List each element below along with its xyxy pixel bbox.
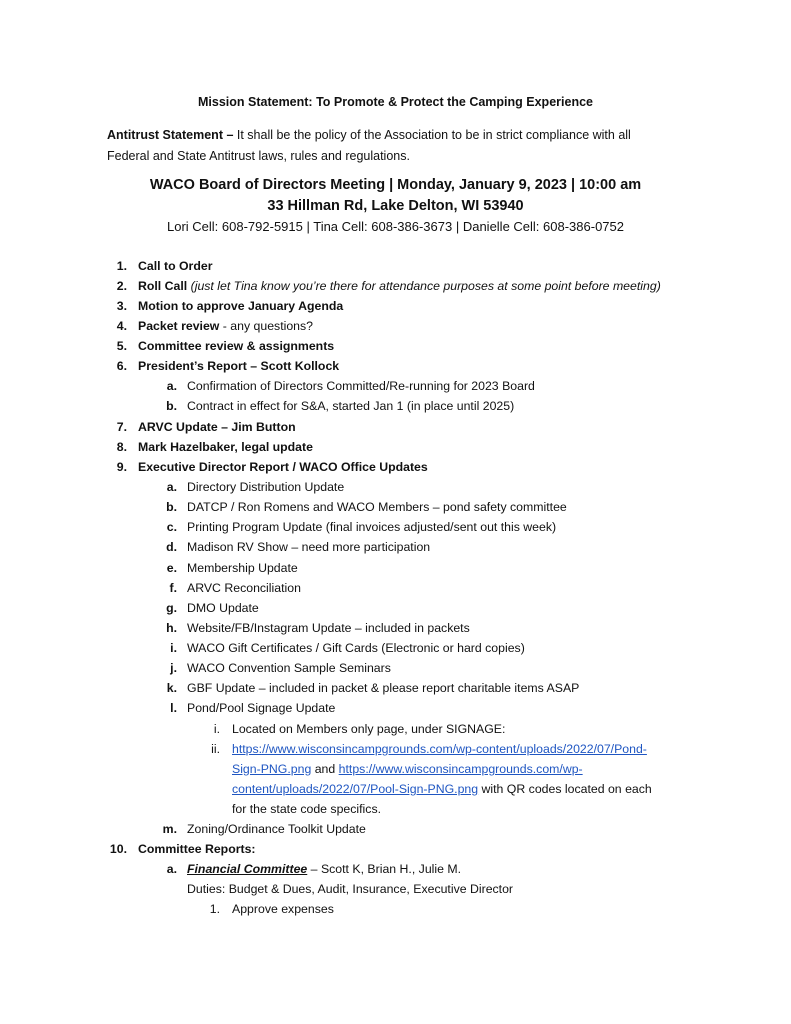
item-text: Executive Director Report / WACO Office Updates <box>138 460 428 474</box>
item-text: Madison RV Show – need more participation <box>187 540 431 554</box>
item-number: 10. <box>109 842 127 856</box>
item-text: Located on Members only page, under SIGNAGE: <box>232 722 506 736</box>
antitrust-statement <box>107 125 707 167</box>
item-text: Mark Hazelbaker, legal update <box>138 440 313 454</box>
item-letter: l. <box>170 701 177 715</box>
item-text: Call to Order <box>138 259 213 273</box>
committee-members: – Scott K, Brian H., Julie M. <box>307 862 462 876</box>
item-letter: i. <box>170 641 177 655</box>
item-text: Contract in effect for S&A, started Jan 1 (in place until 2025) <box>187 399 515 413</box>
antitrust-line-2: Federal and State Antitrust laws, rules and regulations. <box>107 149 410 163</box>
duties-text: Duties: Budget & Dues, Audit, Insurance, Executive Director <box>187 882 514 896</box>
item-text: DMO Update <box>187 601 259 615</box>
item-letter: j. <box>170 661 177 675</box>
item-text: WACO Gift Certificates / Gift Cards (Electronic or hard copies) <box>187 641 525 655</box>
item-number: 4. <box>116 319 127 333</box>
pond-sign-link[interactable]: https://www.wisconsincampgrounds.com/wp-content/uploads/2022/07/Pond- <box>232 742 647 756</box>
item-letter: a. <box>166 480 177 494</box>
item-letter: h. <box>166 621 177 635</box>
mission-statement: Mission Statement: To Promote & Protect the Camping Experience <box>198 95 593 109</box>
item-text: DATCP / Ron Romens and WACO Members – pond safety committee <box>187 500 567 514</box>
item-text: WACO Convention Sample Seminars <box>187 661 391 675</box>
item-text: for the state code specifics. <box>232 802 382 816</box>
item-text: GBF Update – included in packet & please report charitable items ASAP <box>187 681 580 695</box>
item-number: 1. <box>209 902 220 916</box>
meeting-phones: Lori Cell: 608-792-5915 | Tina Cell: 608-386-3673 | Danielle Cell: 608-386-0752 <box>167 219 624 234</box>
item-text: Approve expenses <box>232 902 334 916</box>
item-text: Committee Reports: <box>138 842 256 856</box>
committee-name: Financial Committee <box>187 862 308 876</box>
item-text: Committee review & assignments <box>138 339 335 353</box>
item-letter: d. <box>166 540 177 554</box>
item-roman: ii. <box>211 742 220 756</box>
item-number: 7. <box>116 420 127 434</box>
item-text: Directory Distribution Update <box>187 480 345 494</box>
item-text: Website/FB/Instagram Update – included in packets <box>187 621 470 635</box>
item-text: President’s Report – Scott Kollock <box>138 359 340 373</box>
pool-sign-link-cont[interactable]: content/uploads/2022/07/Pool-Sign-PNG.png <box>232 782 479 796</box>
item-number: 8. <box>116 440 127 454</box>
item-text: ARVC Update – Jim Button <box>138 420 296 434</box>
link-rest: with QR codes located on each <box>478 782 652 796</box>
item-letter: e. <box>166 561 177 575</box>
item-text: Motion to approve January Agenda <box>138 299 344 313</box>
item-letter: g. <box>166 601 177 615</box>
item-letter: m. <box>162 822 177 836</box>
item-note: (just let Tina know you’re there for attendance purposes at some point before meeting) <box>187 279 661 293</box>
antitrust-line-1: It shall be the policy of the Association to be in strict compliance with all <box>233 128 631 142</box>
item-text: Printing Program Update (final invoices adjusted/sent out this week) <box>187 520 557 534</box>
item-letter: a. <box>166 379 177 393</box>
item-number: 1. <box>116 259 127 273</box>
item-letter: b. <box>166 399 177 413</box>
item-number: 6. <box>116 359 127 373</box>
antitrust-label: Antitrust Statement – <box>107 128 234 142</box>
item-letter: a. <box>166 862 177 876</box>
item-text: Packet review <box>138 319 220 333</box>
item-text: Roll Call <box>138 279 188 293</box>
pool-sign-link[interactable]: https://www.wisconsincampgrounds.com/wp- <box>338 762 583 776</box>
item-text: Zoning/Ordinance Toolkit Update <box>187 822 366 836</box>
item-roman: i. <box>213 722 220 736</box>
item-number: 5. <box>116 339 127 353</box>
item-letter: k. <box>166 681 177 695</box>
item-number: 9. <box>116 460 127 474</box>
item-text: ARVC Reconciliation <box>187 581 301 595</box>
item-letter: f. <box>169 581 177 595</box>
item-letter: c. <box>166 520 177 534</box>
item-number: 2. <box>116 279 127 293</box>
item-number: 3. <box>116 299 127 313</box>
pond-sign-link-cont[interactable]: Sign-PNG.png <box>232 762 312 776</box>
item-rest: - any questions? <box>219 319 314 333</box>
meeting-address: 33 Hillman Rd, Lake Delton, WI 53940 <box>267 198 524 214</box>
meeting-title: WACO Board of Directors Meeting | Monday, January 9, 2023 | 10:00 am <box>149 177 642 193</box>
item-text: Pond/Pool Signage Update <box>187 701 336 715</box>
link-and: and <box>311 762 339 776</box>
item-text: Membership Update <box>187 561 298 575</box>
item-letter: b. <box>166 500 177 514</box>
item-text: Confirmation of Directors Committed/Re-running for 2023 Board <box>187 379 535 393</box>
